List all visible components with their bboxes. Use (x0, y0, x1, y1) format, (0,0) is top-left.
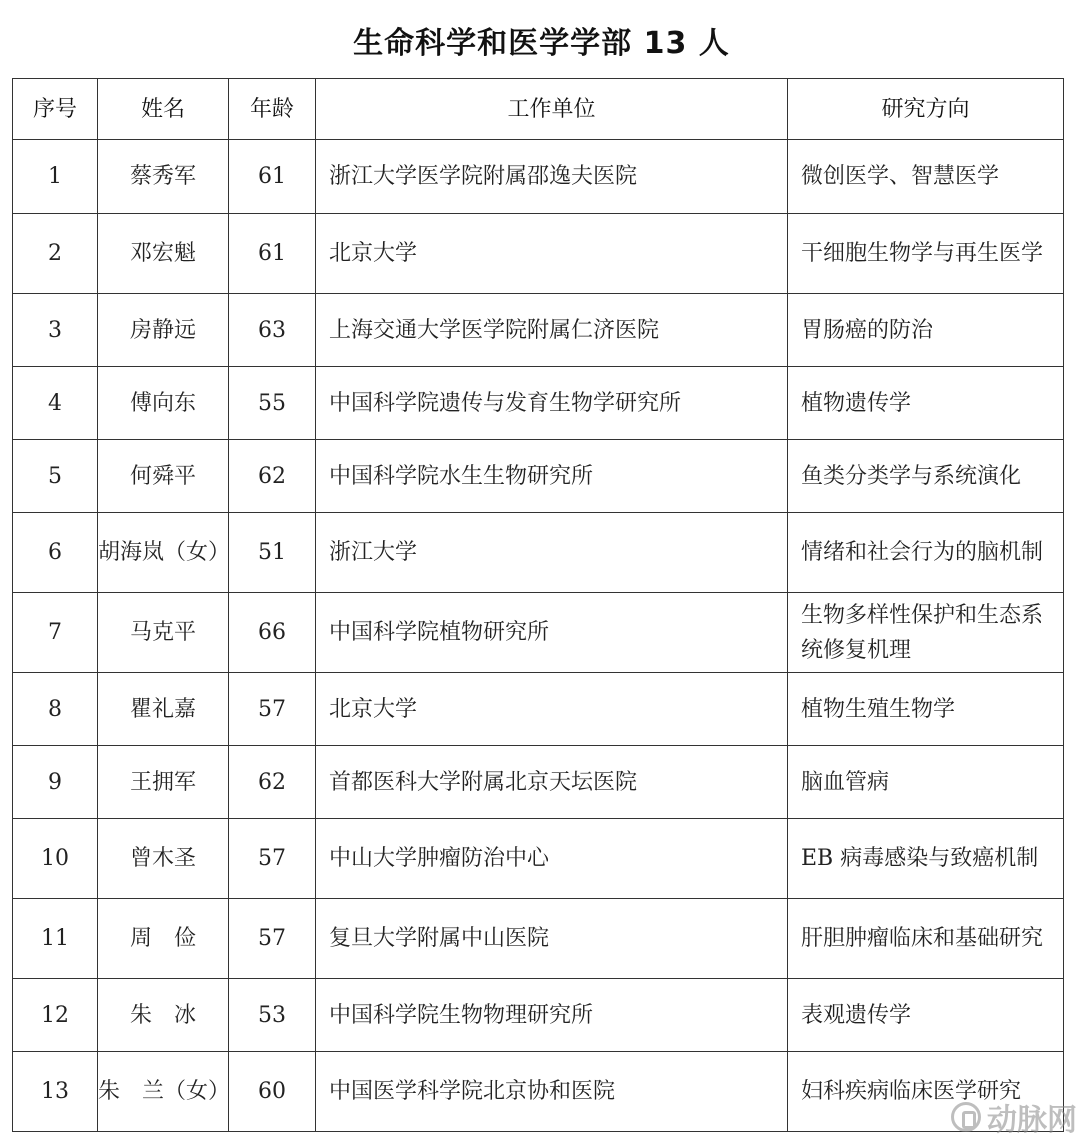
cell-field: 情绪和社会行为的脑机制 (788, 513, 1064, 593)
cell-field: 植物生殖生物学 (788, 673, 1064, 746)
cell-num: 7 (13, 593, 98, 673)
cell-field: 鱼类分类学与系统演化 (788, 440, 1064, 513)
arterial-network-logo-icon (951, 1102, 981, 1132)
table-row (13, 1052, 1064, 1132)
cell-age: 60 (229, 1052, 316, 1132)
table-row (13, 899, 1064, 979)
cell-field: 脑血管病 (788, 746, 1064, 819)
members-table (12, 78, 1064, 1132)
header-field: 研究方向 (788, 79, 1064, 140)
page-title: 生命科学和医学学部 13 人 (353, 26, 730, 61)
cell-num: 6 (13, 513, 98, 593)
cell-name: 朱 冰 (98, 979, 229, 1052)
cell-name: 邓宏魁 (98, 214, 229, 294)
table-row (13, 440, 1064, 513)
cell-num: 13 (13, 1052, 98, 1132)
cell-field: 植物遗传学 (788, 367, 1064, 440)
cell-num: 1 (13, 140, 98, 214)
cell-field: EB 病毒感染与致癌机制 (788, 819, 1064, 899)
table-row (13, 819, 1064, 899)
cell-num: 5 (13, 440, 98, 513)
cell-age: 63 (229, 294, 316, 367)
cell-name: 傅向东 (98, 367, 229, 440)
cell-name: 王拥军 (98, 746, 229, 819)
table-row (13, 513, 1064, 593)
cell-field: 微创医学、智慧医学 (788, 140, 1064, 214)
table-row (13, 367, 1064, 440)
cell-age: 57 (229, 819, 316, 899)
cell-age: 61 (229, 140, 316, 214)
cell-name: 何舜平 (98, 440, 229, 513)
table-row (13, 979, 1064, 1052)
cell-org: 北京大学 (316, 673, 788, 746)
table-row (13, 294, 1064, 367)
watermark (951, 1095, 1077, 1139)
cell-org: 北京大学 (316, 214, 788, 294)
cell-num: 12 (13, 979, 98, 1052)
cell-field: 肝胆肿瘤临床和基础研究 (788, 899, 1064, 979)
header-name: 姓名 (98, 79, 229, 140)
table-row (13, 673, 1064, 746)
cell-age: 53 (229, 979, 316, 1052)
table-row (13, 746, 1064, 819)
cell-field: 妇科疾病临床医学研究 (788, 1052, 1064, 1132)
cell-org: 中国科学院生物物理研究所 (316, 979, 788, 1052)
cell-age: 61 (229, 214, 316, 294)
cell-num: 10 (13, 819, 98, 899)
table-row (13, 140, 1064, 214)
cell-age: 51 (229, 513, 316, 593)
cell-field: 表观遗传学 (788, 979, 1064, 1052)
cell-num: 4 (13, 367, 98, 440)
cell-name: 曾木圣 (98, 819, 229, 899)
cell-org: 首都医科大学附属北京天坛医院 (316, 746, 788, 819)
cell-org: 中国科学院水生生物研究所 (316, 440, 788, 513)
watermark-text: 动脉网 (987, 1103, 1077, 1138)
header-age: 年龄 (229, 79, 316, 140)
cell-name: 蔡秀军 (98, 140, 229, 214)
cell-org: 中国科学院遗传与发育生物学研究所 (316, 367, 788, 440)
cell-name: 马克平 (98, 593, 229, 673)
cell-age: 57 (229, 899, 316, 979)
cell-name: 朱 兰（女） (98, 1052, 229, 1132)
header-num: 序号 (13, 79, 98, 140)
cell-field: 胃肠癌的防治 (788, 294, 1064, 367)
cell-num: 2 (13, 214, 98, 294)
cell-org: 中国科学院植物研究所 (316, 593, 788, 673)
cell-age: 62 (229, 440, 316, 513)
cell-field: 干细胞生物学与再生医学 (788, 214, 1064, 294)
cell-num: 9 (13, 746, 98, 819)
table-row (13, 214, 1064, 294)
cell-name: 周 俭 (98, 899, 229, 979)
cell-field: 生物多样性保护和生态系统修复机理 (788, 593, 1064, 673)
cell-age: 55 (229, 367, 316, 440)
table-row (13, 593, 1064, 673)
cell-name: 瞿礼嘉 (98, 673, 229, 746)
cell-name: 胡海岚（女） (98, 513, 229, 593)
cell-age: 57 (229, 673, 316, 746)
cell-org: 中国医学科学院北京协和医院 (316, 1052, 788, 1132)
cell-num: 3 (13, 294, 98, 367)
cell-org: 浙江大学 (316, 513, 788, 593)
cell-org: 浙江大学医学院附属邵逸夫医院 (316, 140, 788, 214)
table-header-row (13, 79, 1064, 140)
cell-num: 11 (13, 899, 98, 979)
cell-age: 62 (229, 746, 316, 819)
cell-name: 房静远 (98, 294, 229, 367)
cell-org: 上海交通大学医学院附属仁济医院 (316, 294, 788, 367)
header-org: 工作单位 (316, 79, 788, 140)
cell-num: 8 (13, 673, 98, 746)
cell-age: 66 (229, 593, 316, 673)
cell-org: 中山大学肿瘤防治中心 (316, 819, 788, 899)
cell-org: 复旦大学附属中山医院 (316, 899, 788, 979)
